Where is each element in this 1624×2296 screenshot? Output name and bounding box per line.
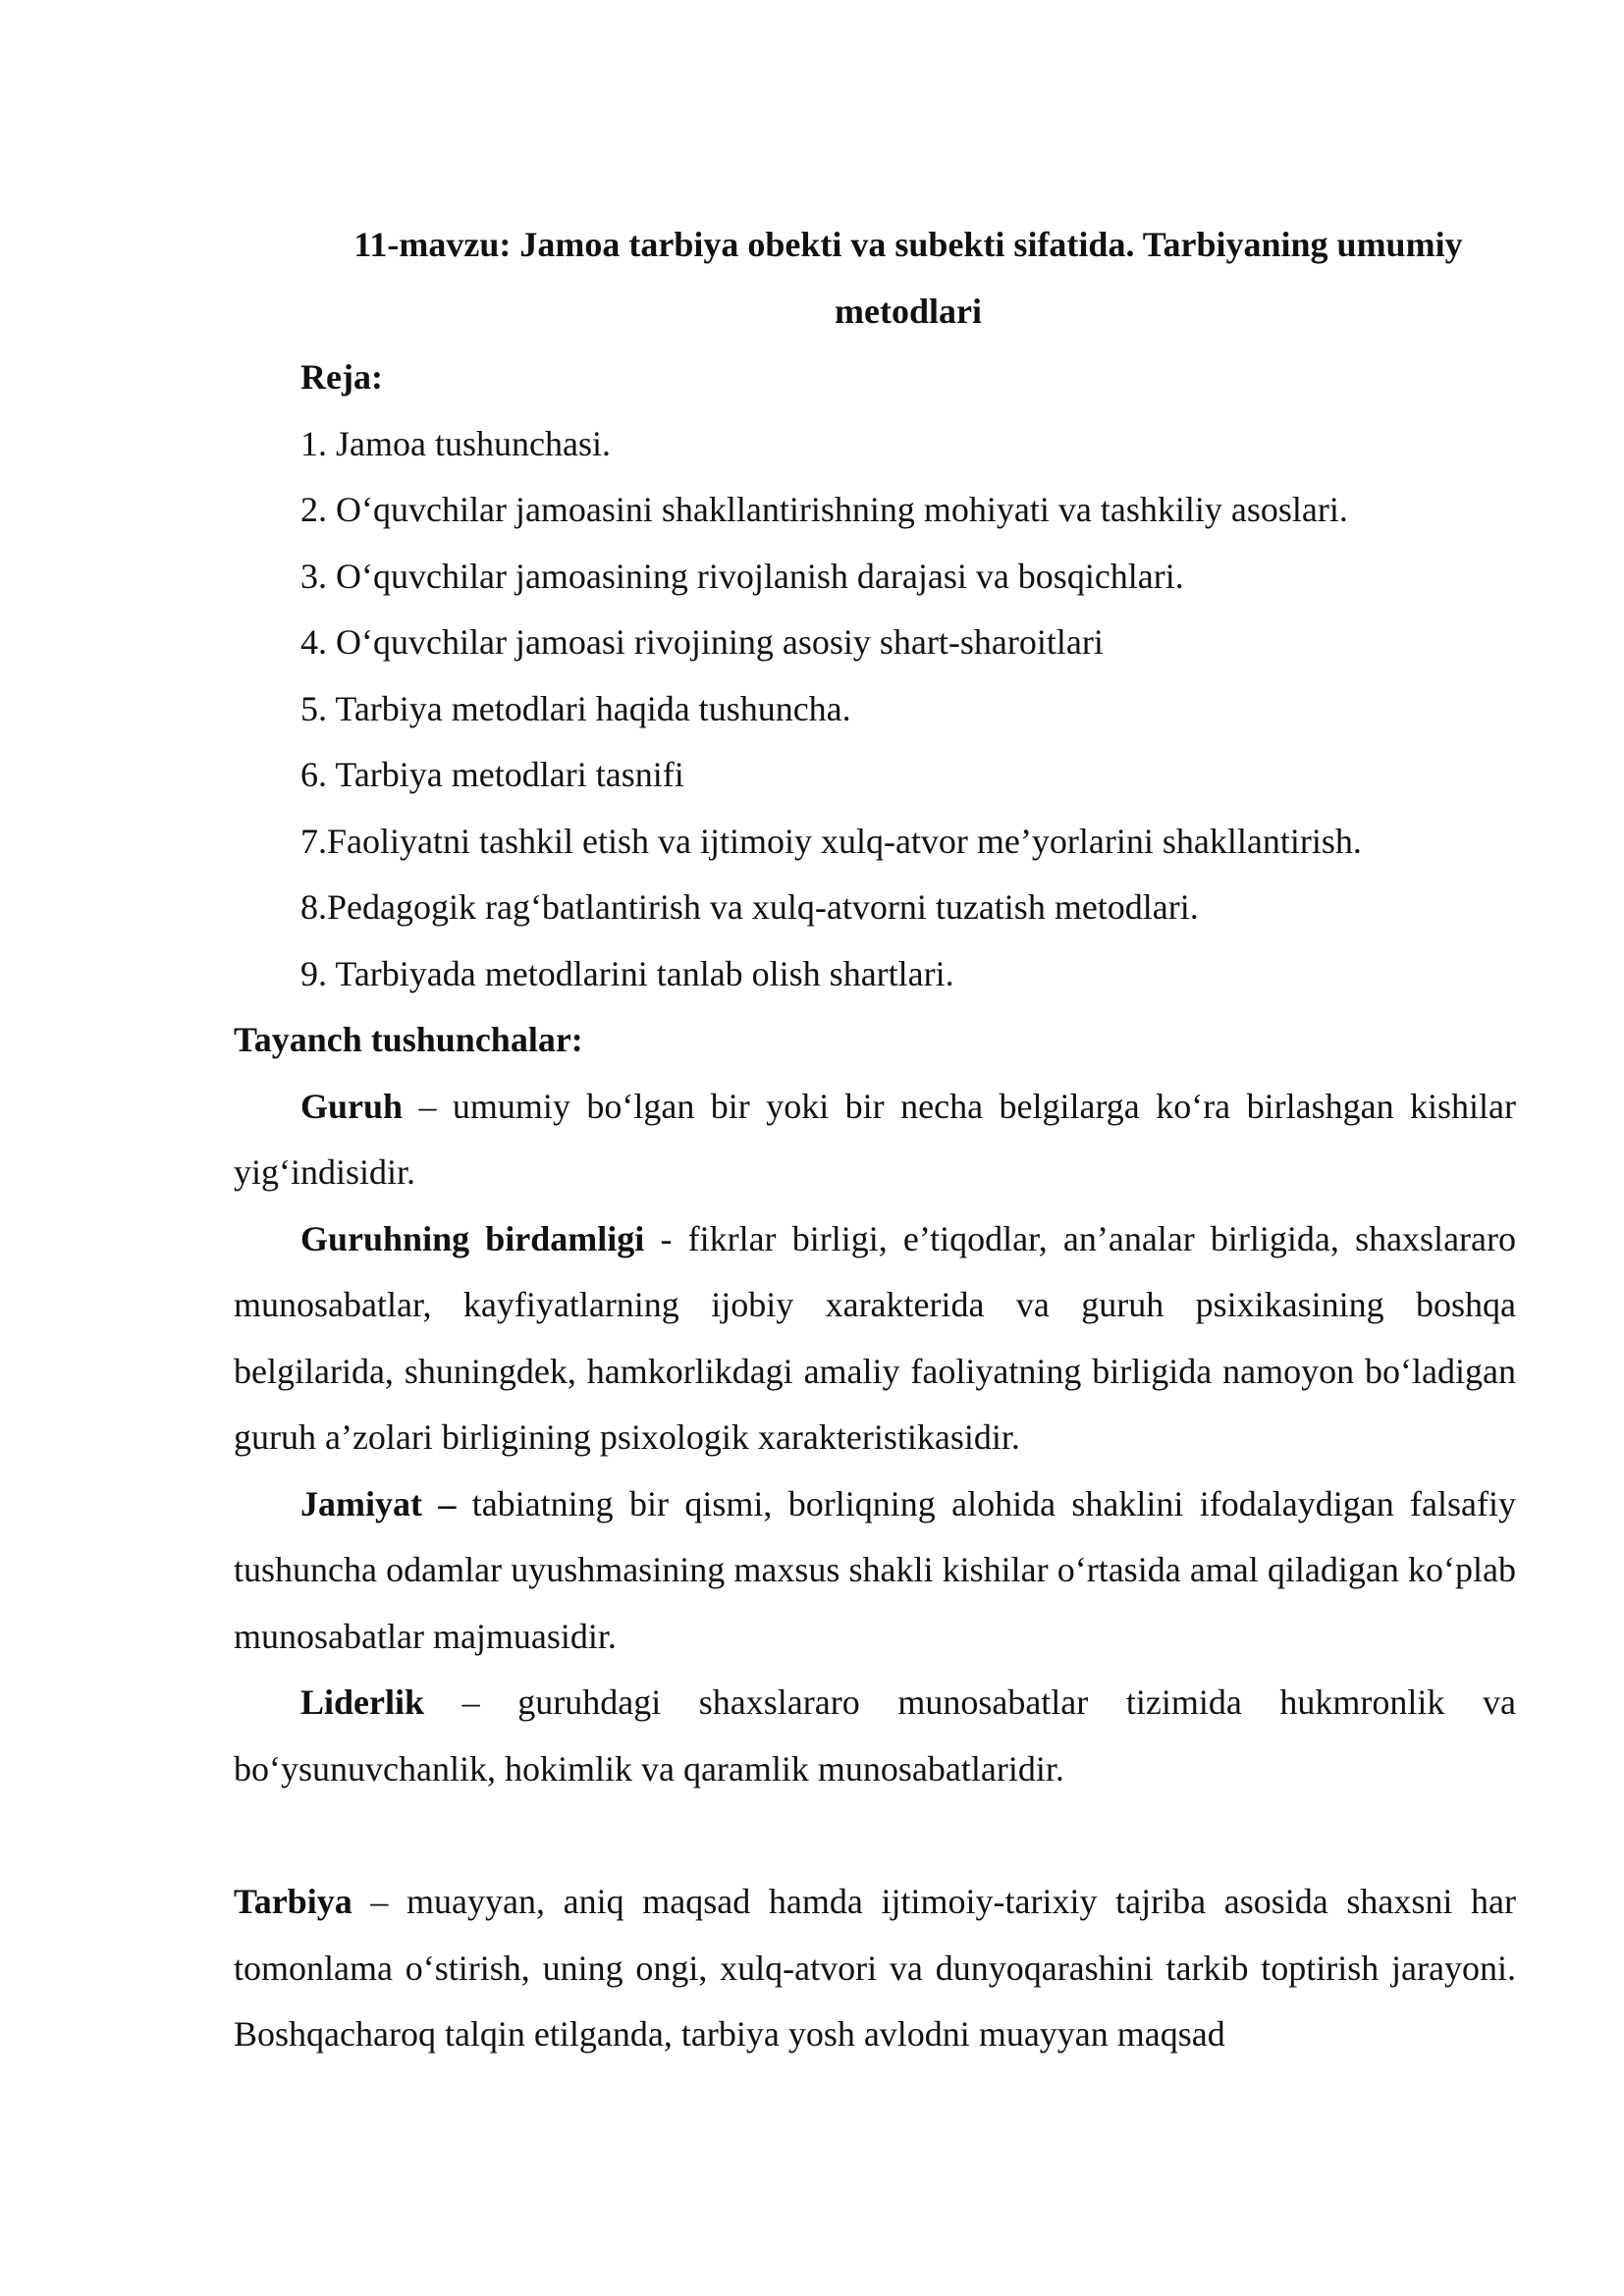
plan-item: 8.Pedagogik rag‘batlantirish va xulq-atvorni tuzatish metodlari. xyxy=(300,887,1199,927)
document-page xyxy=(234,212,1516,2068)
definition-paragraph xyxy=(234,1074,1516,1206)
page-title xyxy=(234,212,1516,345)
tarbiya-paragraph xyxy=(234,1869,1516,2068)
plan-item: 5. Tarbiya metodlari haqida tushuncha. xyxy=(300,688,851,728)
plan-item: 9. Tarbiyada metodlarini tanlab olish shartlari. xyxy=(300,953,954,993)
plan-item: 6. Tarbiya metodlari tasnifi xyxy=(300,755,684,794)
definition-text: tabiatning bir qismi, borliqning alohida shaklini ifodalaydigan falsafiy tushuncha odamlar uyushmasining maxsus shakli kishilar o‘rtasida amal qiladigan ko‘plab munosabatlar majmuasidir. xyxy=(234,1483,1517,1656)
definition-term: Jamiyat – xyxy=(300,1483,457,1523)
title-line-1: 11-mavzu: Jamoa tarbiya obekti va subekti sifatida. Tarbiyaning umumiy xyxy=(353,225,1463,264)
plan-item: 2. O‘quvchilar jamoasini shakllantirishning mohiyati va tashkiliy asoslari. xyxy=(300,490,1348,529)
tarbiya-text: – muayyan, aniq maqsad hamda ijtimoiy-tarixiy tajriba asosida shaxsni har tomonlama o‘stirish, uning ongi, xulq-atvori va dunyoqarashini tarkib toptirish jarayoni. Boshqacharoq talqin etilganda, tarbiya yosh avlodni muayyan maqsad xyxy=(234,1882,1516,2054)
definition-paragraph xyxy=(234,1670,1516,1802)
key-concepts-heading: Tayanch tushunchalar: xyxy=(234,1020,583,1059)
definition-term: Guruhning birdamligi xyxy=(300,1218,645,1258)
definition-term: Guruh xyxy=(300,1086,404,1126)
definition-paragraph xyxy=(234,1206,1516,1471)
plan-item: 1. Jamoa tushunchasi. xyxy=(300,423,611,463)
definition-text: – guruhdagi shaxslararo munosabatlar tizimida hukmronlik va bo‘ysunuvchanlik, hokimlik va qaramlik munosabatlaridir. xyxy=(234,1682,1516,1789)
title-line-2: metodlari xyxy=(835,291,982,331)
tarbiya-term: Tarbiya xyxy=(234,1882,352,1921)
definition-paragraph xyxy=(234,1471,1516,1671)
definition-text: – umumiy bo‘lgan bir yoki bir necha belgilarga ko‘ra birlashgan kishilar yig‘indisidir. xyxy=(234,1086,1516,1192)
definition-term: Liderlik xyxy=(300,1682,425,1722)
definition-text: - fikrlar birligi, e’tiqodlar, an’analar birligida, shaxslararo munosabatlar, kayfiyatlarning ijobiy xarakterida va guruh psixikasining boshqa belgilarida, shuningdek, hamkorlikdagi amaliy faoliyatning birligida namoyon bo‘ladigan guruh a’zolari birligining psixologik xarakteristikasidir. xyxy=(234,1218,1516,1457)
plan-item: 4. O‘quvchilar jamoasi rivojining asosiy shart-sharoitlari xyxy=(300,622,1104,662)
plan-item: 7.Faoliyatni tashkil etish va ijtimoiy xulq-atvor me’yorlarini shakllantirish. xyxy=(300,821,1362,861)
plan-item: 3. O‘quvchilar jamoasining rivojlanish darajasi va bosqichlari. xyxy=(300,556,1184,596)
paragraph-gap xyxy=(234,1802,1516,1869)
plan-heading: Reja: xyxy=(300,357,383,397)
plan-list xyxy=(234,411,1516,1008)
